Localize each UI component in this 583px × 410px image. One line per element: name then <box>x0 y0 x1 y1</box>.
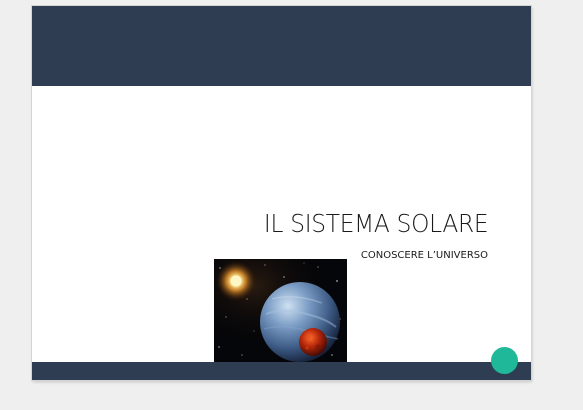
slide-subtitle[interactable]: CONOSCERE L’UNIVERSO <box>360 250 488 261</box>
footer-band <box>32 362 531 380</box>
slide-title[interactable]: IL SISTEMA SOLARE <box>263 209 488 238</box>
header-band <box>32 6 531 86</box>
moon <box>299 328 327 356</box>
solar-system-picture[interactable] <box>214 259 347 366</box>
title-slide[interactable] <box>32 6 531 380</box>
accent-circle <box>491 347 518 374</box>
